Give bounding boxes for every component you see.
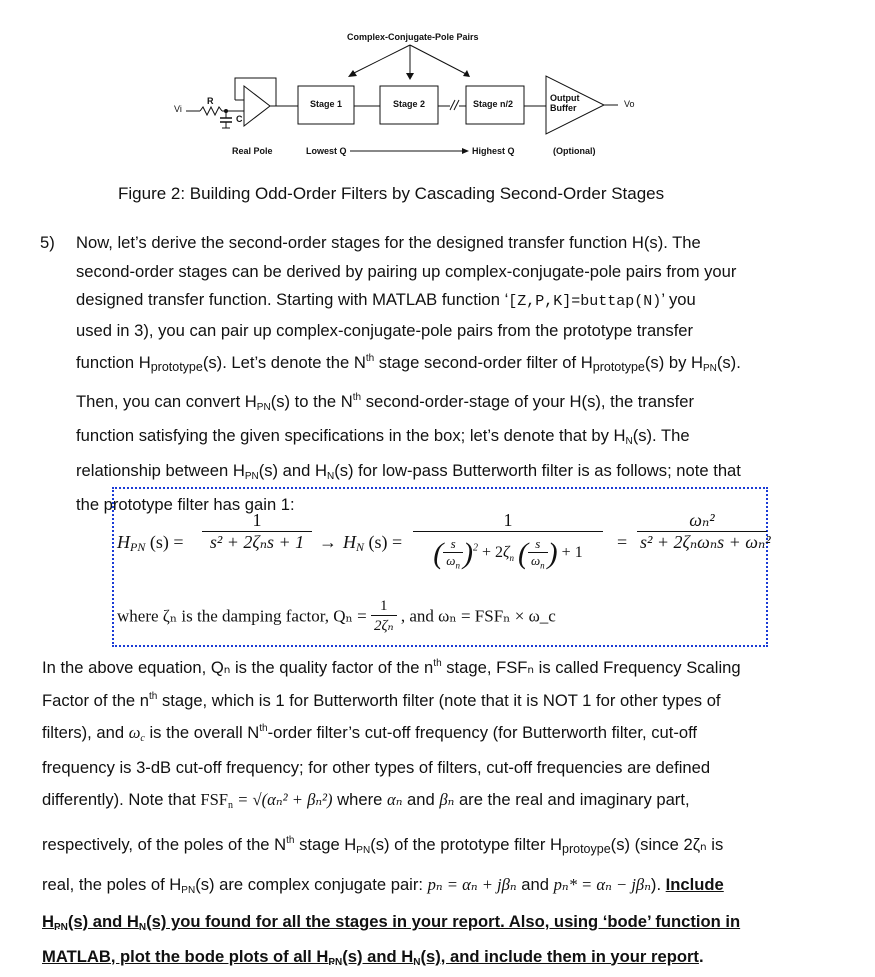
expl-line-4: frequency is 3-dB cut-off frequency; for other types of filters, cut-off frequencies are defined bbox=[42, 754, 741, 783]
para-line-9: the prototype filter has gain 1: bbox=[76, 491, 741, 520]
output-buffer-line2: Buffer bbox=[550, 103, 577, 113]
input-label: Vi bbox=[174, 104, 182, 114]
para-line-6: Then, you can convert $H_{PN}(s)$ to the $N^{th}$ second-order-stage of your H(s), the transfer bbox=[76, 384, 741, 423]
output-label: Vo bbox=[624, 99, 635, 109]
stage-2-label: Stage 2 bbox=[393, 99, 425, 109]
item-number: 5) bbox=[40, 229, 55, 258]
expl-line-5: differently). Note that $FSF_n = √(\alpha_n^2 + \beta_n^2)$ where αₙ and βₙ are the real and imaginary part, bbox=[42, 782, 741, 824]
eq-frac-prototype: 1 s² + 2ζₙs + 1 bbox=[202, 510, 312, 553]
eq-arrow: → bbox=[319, 532, 337, 553]
stage-1-label: Stage 1 bbox=[310, 99, 342, 109]
equation-where-row bbox=[117, 598, 556, 635]
expl-line-2: Factor of the $n^{th}$ stage, which is 1 for Butterworth filter (note that it is NOT 1 for other types of bbox=[42, 683, 741, 716]
eq-q-frac: $\frac{1}{\text{2ζₙ}}$ bbox=[371, 598, 397, 635]
resistor-label: R bbox=[207, 96, 214, 106]
expl-line-1: In the above equation, Qₙ is the quality factor of the $n^{th}$ stage, FSFₙ is called Frequency Scaling bbox=[42, 650, 741, 683]
eq-equals: = bbox=[617, 532, 627, 553]
diagram-lines bbox=[0, 0, 875, 170]
top-label: Complex-Conjugate-Pole Pairs bbox=[347, 32, 479, 42]
explanation-paragraph bbox=[42, 650, 741, 977]
eq-frac-final bbox=[637, 510, 767, 553]
para-line-3: designed transfer function. Starting with MATLAB function ‘[Z,P,K]=buttap(N)’ you bbox=[76, 286, 741, 317]
eq-den-final: s² + 2ζₙωₙs + ωₙ² bbox=[637, 532, 767, 553]
para-line-2: second-order stages can be derived by pairing up complex-conjugate-pole pairs from your bbox=[76, 258, 741, 287]
para-line-4: used in 3), you can pair up complex-conjugate-pole pairs from the prototype transfer bbox=[76, 317, 741, 346]
stage-n2-label: Stage n/2 bbox=[473, 99, 513, 109]
para-line-1: Now, let’s derive the second-order stages for the designed transfer function H(s). The bbox=[76, 229, 741, 258]
eq-where-text: where ζₙ is the damping factor, Qₙ = bbox=[117, 607, 367, 626]
matlab-code: [Z,P,K]=buttap(N) bbox=[508, 293, 661, 310]
eq-num-final: ωₙ² bbox=[637, 510, 767, 532]
expl-line-8: $H_{PN}(s)$ and $H_N(s)$ you found for all the stages in your report. Also, using ‘bode’ function in bbox=[42, 908, 741, 943]
expl-line-3: filters), and $\omega_c$ is the overall $N^{th}$-order filter’s cut-off frequency (for Butterworth filter, cut-off bbox=[42, 715, 741, 754]
item-5-paragraph bbox=[76, 229, 741, 520]
eq-den-prototype: s² + 2ζₙs + 1 bbox=[202, 532, 312, 553]
output-buffer-line1: Output bbox=[550, 93, 580, 103]
expl-line-6: respectively, of the poles of the $N^{th}$ stage $H_{PN}(s)$ of the prototype filter $H_{protoype}(s)$ (since 2ζₙ is bbox=[42, 824, 741, 868]
figure-caption: Figure 2: Building Odd-Order Filters by Cascading Second-Order Stages bbox=[118, 184, 664, 204]
lowest-q-label: Lowest Q bbox=[306, 146, 347, 156]
eq-hn: $H_N$ (s) = bbox=[343, 532, 402, 555]
eq-frac-scaled: 1 ( $\frac{s}{\omega_n}$ )$^2 + 2\zeta_n$ ( $\frac{s}{\omega_n}$ ) + 1 bbox=[413, 510, 603, 571]
capacitor-label: C bbox=[236, 114, 243, 124]
real-pole-label: Real Pole bbox=[232, 146, 273, 156]
para-line-7: function satisfying the given specifications in the box; let’s denote that by $H_N(s)$. The bbox=[76, 422, 741, 457]
optional-label: (Optional) bbox=[553, 146, 596, 156]
eq-and-text: , and ωₙ = FSFₙ × ω_c bbox=[401, 607, 556, 626]
expl-line-7: real, the poles of $H_{PN}(s)$ are complex conjugate pair: pₙ = αₙ + jβₙ and pₙ* = αₙ − jβₙ). Include bbox=[42, 868, 741, 908]
eq-lhs: $H_{PN}$ (s) = bbox=[117, 532, 184, 555]
para-line-5: function $H_{prototype}(s)$. Let’s denote the $N^{th}$ stage second-order filter of $H_{prototype}(s)$ by $H_{PN}(s)$. bbox=[76, 345, 741, 384]
output-buffer-label bbox=[550, 93, 580, 113]
para-line-8: relationship between $H_{PN}(s)$ and $H_N(s)$ for low-pass Butterworth filter is as follows; note that bbox=[76, 457, 741, 492]
cascade-diagram bbox=[0, 0, 875, 170]
highest-q-label: Highest Q bbox=[472, 146, 515, 156]
expl-line-9: MATLAB, plot the bode plots of all $H_{PN}(s)$ and $H_N(s)$, and include them in your report. bbox=[42, 943, 741, 977]
